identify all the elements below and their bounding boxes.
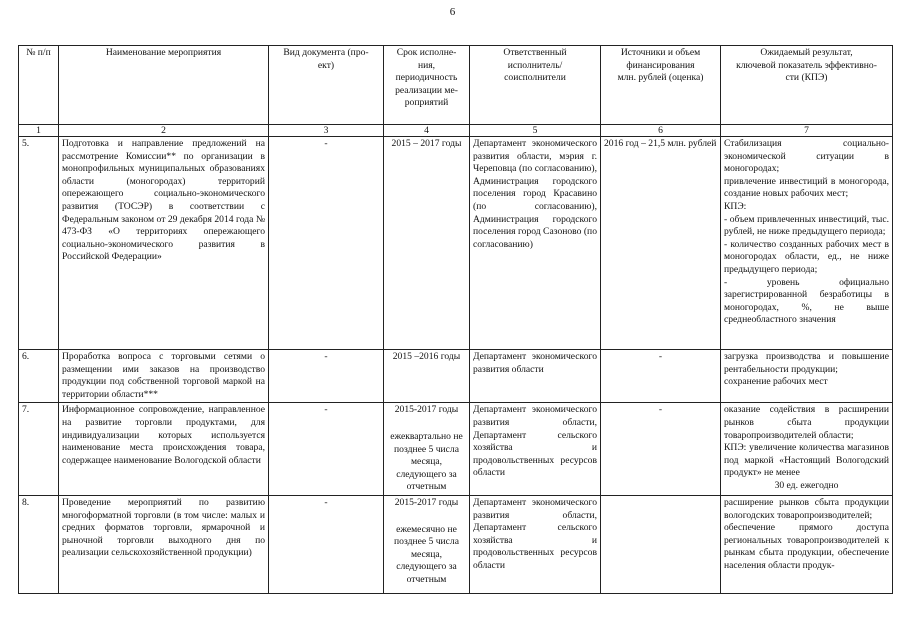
document-type: - — [269, 495, 384, 593]
term-periodicity: ежемесячно не позднее 5 числа месяца, следующего за отчетным — [394, 523, 462, 585]
result-line: - объем привлеченных инвестиций, тыс. рублей, не ниже предыдущего периода; — [724, 213, 892, 238]
table-row — [19, 495, 893, 593]
responsible-executor: Департамент экономического развития области, мэрия г. Череповца (по согласованию), Администрация городского поселения город Красавино (по согласованию), Администрация городского поселения город Сазоново (по согласованию) — [470, 137, 601, 350]
table-row — [19, 137, 893, 350]
term-cell — [384, 350, 470, 403]
table-row — [19, 350, 893, 403]
row-number: 6. — [19, 350, 59, 403]
document-type: - — [269, 137, 384, 350]
column-number: 1 — [19, 125, 59, 137]
header-cell-document: Вид документа (про- ект) — [269, 46, 384, 125]
funding-source — [601, 495, 721, 593]
result-line: КПЭ: увеличение количества магазинов под маркой «Настоящий Вологодский продукт» не менее — [724, 442, 892, 479]
column-number: 5 — [470, 125, 601, 137]
expected-result — [721, 137, 893, 350]
result-line: загрузка производства и повышение рентабельности продукции; — [724, 351, 892, 375]
column-number: 6 — [601, 125, 721, 137]
result-line: обеспечение прямого доступа региональных товаропроизводителей к рынкам сбыта продукции, обеспечение населения области продук- — [724, 522, 892, 571]
result-line: сохранение рабочих мест — [724, 376, 828, 388]
funding-source: - — [601, 350, 721, 403]
header-row — [19, 46, 893, 125]
responsible-executor: Департамент экономического развития области, Департамент сельского хозяйства и продовольственных ресурсов области — [470, 403, 601, 496]
measure-name: Информационное сопровождение, направленное на развитие торговли продуктами, для индивидуализации которых используется наименование места происхождения товара, содержащее наименование Вологодской области — [59, 403, 269, 496]
result-line: КПЭ: — [724, 200, 747, 212]
term-period: 2015-2017 годы — [394, 404, 459, 416]
responsible-executor: Департамент экономического развития области — [470, 350, 601, 403]
result-line: - количество созданных рабочих мест в моногородах области, ед., не ниже предыдущего периода; — [724, 238, 892, 275]
term-cell — [384, 137, 470, 350]
column-number: 4 — [384, 125, 470, 137]
header-cell-responsible: Ответственный исполнитель/ соисполнители — [470, 46, 601, 125]
header-cell-number: № п/п — [19, 46, 59, 125]
result-line: - уровень официально зарегистрированной безработицы в моногородах, %, не выше среднеобластного значения — [724, 276, 892, 326]
header-cell-name: Наименование мероприятия — [59, 46, 269, 125]
responsible-executor: Департамент экономического развития области, Департамент сельского хозяйства и продовольственных ресурсов области — [470, 495, 601, 593]
term-periodicity: ежеквартально не позднее 5 числа месяца, следующего за отчетным — [390, 430, 466, 493]
result-line: расширение рынков сбыта продукции вологодских товаропроизводителей; — [724, 496, 892, 521]
result-line: Стабилизация социально-экономической ситуации в моногородах; — [724, 138, 892, 175]
measure-name: Проработка вопроса с торговыми сетями о размещении ими заказов на производство продукции под собственной торговой маркой на территории области*** — [59, 350, 269, 403]
header-cell-result: Ожидаемый результат, ключевой показатель эффективно- сти (КПЭ) — [721, 46, 893, 125]
term-period: 2015 –2016 годы — [392, 351, 461, 362]
row-number: 8. — [19, 495, 59, 593]
header-cell-term: Срок исполне- ния, периодичность реализации ме- роприятий — [384, 46, 470, 125]
result-line: привлечение инвестиций в моногорода, создание новых рабочих мест; — [724, 175, 892, 200]
term-period: 2015-2017 годы — [394, 496, 459, 508]
table-row — [19, 403, 893, 496]
column-number-row — [19, 125, 893, 137]
funding-source: - — [601, 403, 721, 496]
row-number: 5. — [19, 137, 59, 350]
column-number: 3 — [269, 125, 384, 137]
document-type: - — [269, 350, 384, 403]
measure-name: Подготовка и направление предложений на рассмотрение Комиссии** по организации в монопрофильных муниципальных образованиях области (моногородах) территорий опережающего социально-экономического развития (ТОСЭР) в соответствии с Федеральным законом от 29 декабря 2014 года № 473-ФЗ «О территориях опережающего социально-экономического развития в Российской Федерации» — [59, 137, 269, 350]
row-number: 7. — [19, 403, 59, 496]
expected-result — [721, 495, 893, 593]
expected-result — [721, 403, 893, 496]
page-number: 6 — [449, 6, 456, 18]
term-period: 2015 – 2017 годы — [391, 138, 462, 149]
measures-table — [18, 45, 893, 594]
term-cell — [384, 495, 470, 593]
result-line: оказание содействия в расширении рынков сбыта продукции товаропроизводителей области; — [724, 404, 892, 441]
header-cell-funding: Источники и объем финансирования млн. рублей (оценка) — [601, 46, 721, 125]
column-number: 7 — [721, 125, 893, 137]
measure-name: Проведение мероприятий по развитию многоформатной торговли (в том числе: малых и средних форматов торговли, ярмарочной и рыночной торговли выходного дня по реализации сельскохозяйственной продукции) — [59, 495, 269, 593]
document-type: - — [269, 403, 384, 496]
expected-result — [721, 350, 893, 403]
result-line: 30 ед. ежегодно — [774, 479, 839, 491]
term-cell — [384, 403, 470, 496]
column-number: 2 — [59, 125, 269, 137]
funding-source: 2016 год – 21,5 млн. рублей — [601, 137, 721, 350]
